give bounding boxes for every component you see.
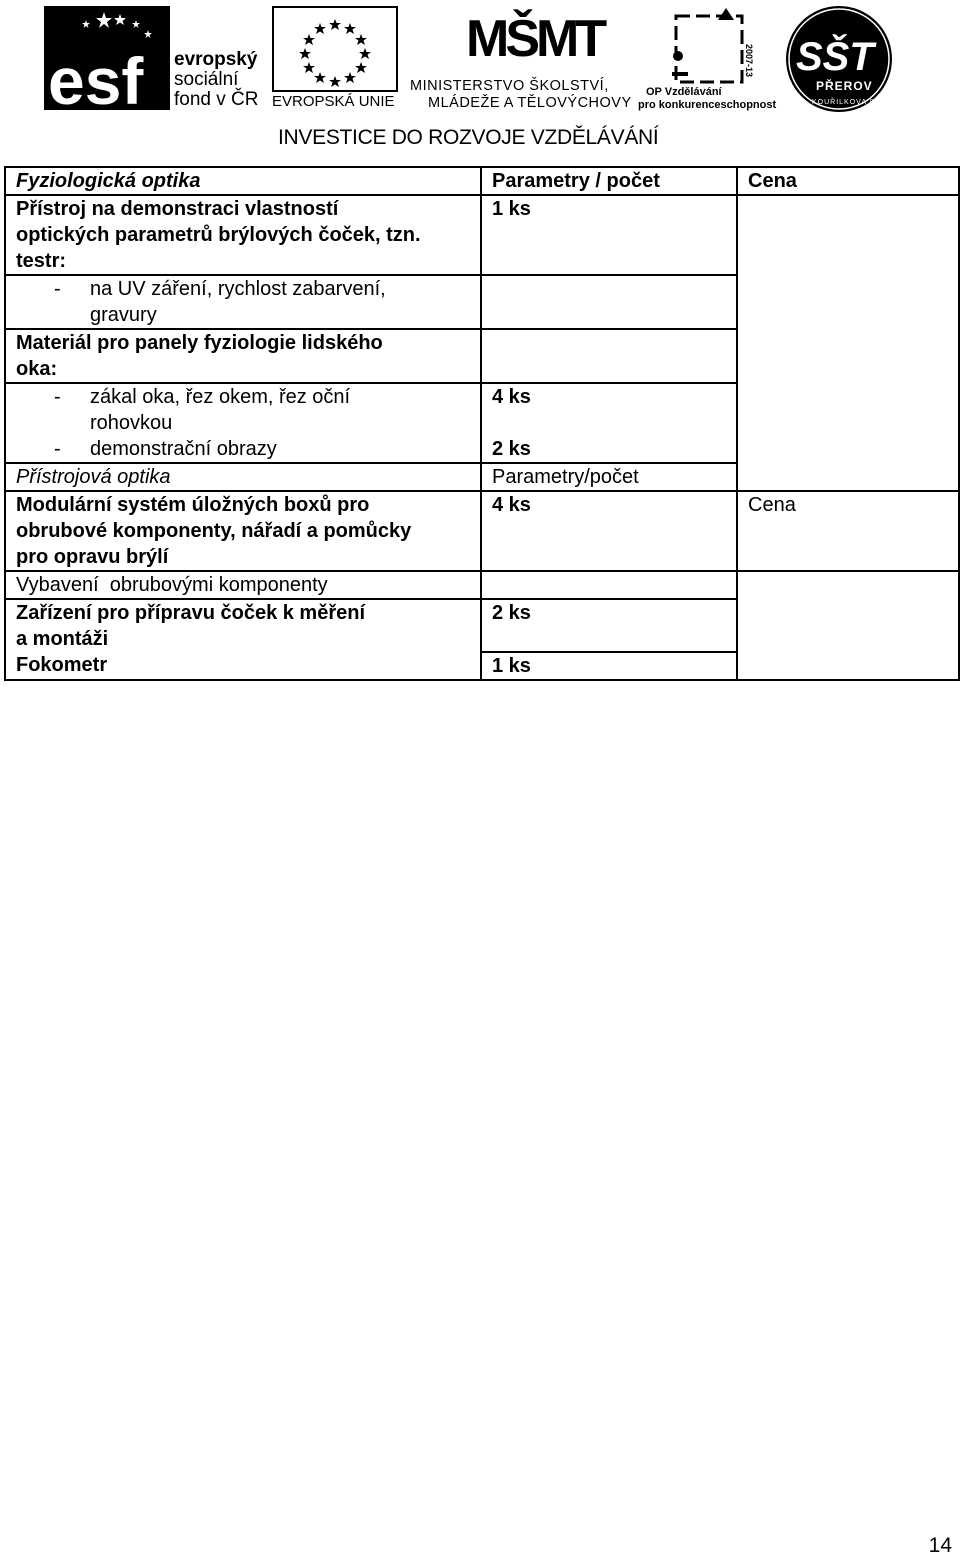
item-description bbox=[5, 275, 481, 329]
msmt-line2: MLÁDEŽE A TĚLOVÝCHOVY bbox=[428, 95, 632, 111]
item-line: testr: bbox=[16, 250, 67, 272]
item-subline bbox=[16, 384, 472, 436]
item-price bbox=[737, 195, 959, 491]
op-line2: pro konkurenceschopnost bbox=[638, 99, 777, 111]
item-line: na UV záření, rychlost zabarvení, bbox=[90, 278, 386, 300]
item-quantity bbox=[481, 329, 737, 383]
item-quantity: 4 ks bbox=[481, 491, 737, 571]
column-header-price: Cena bbox=[737, 167, 959, 195]
op-vzdelavani-logo bbox=[638, 4, 778, 112]
item-subline bbox=[16, 436, 472, 462]
eu-logo bbox=[272, 6, 400, 110]
msmt-mark: MŠMT bbox=[466, 10, 604, 68]
item-line: obrubové komponenty, nářadí a pomůcky bbox=[16, 520, 412, 542]
page-number: 14 bbox=[928, 1534, 952, 1557]
table-row bbox=[5, 571, 959, 599]
eu-label: EVROPSKÁ UNIE bbox=[272, 93, 395, 110]
header-logos bbox=[0, 0, 960, 160]
item-quantity bbox=[481, 571, 737, 599]
item-subline bbox=[16, 276, 472, 328]
msmt-line1: MINISTERSTVO ŠKOLSTVÍ, bbox=[410, 78, 609, 94]
item-quantity: 4 ks bbox=[481, 383, 737, 436]
esf-line3: fond v ČR bbox=[174, 89, 259, 110]
item-description: Fokometr bbox=[5, 652, 481, 680]
item-line: a montáži bbox=[16, 628, 109, 650]
item-line: Přístroj na demonstraci vlastností bbox=[16, 198, 339, 220]
eu-flag-icon bbox=[272, 6, 398, 92]
item-quantity bbox=[481, 275, 737, 329]
item-line: Materiál pro panely fyziologie lidského bbox=[16, 332, 383, 354]
item-line: pro opravu brýlí bbox=[16, 546, 169, 568]
item-line: Modulární systém úložných boxů pro bbox=[16, 494, 370, 516]
item-line: Zařízení pro přípravu čoček k měření bbox=[16, 602, 366, 624]
op-emblem-icon bbox=[668, 4, 758, 88]
bullet-dash: - bbox=[54, 278, 61, 300]
section-title: Přístrojová optika bbox=[5, 463, 481, 491]
column-header-price: Cena bbox=[737, 491, 959, 571]
item-description bbox=[5, 599, 481, 652]
sst-seal-icon bbox=[784, 4, 894, 114]
esf-logo bbox=[44, 6, 274, 110]
item-line: rohovkou bbox=[90, 412, 173, 434]
item-quantity: 1 ks bbox=[481, 652, 737, 680]
item-description bbox=[5, 383, 481, 436]
equipment-table bbox=[4, 166, 960, 681]
item-price bbox=[737, 571, 959, 680]
table-row bbox=[5, 195, 959, 275]
op-line1: OP Vzdělávání bbox=[646, 86, 722, 98]
esf-line2: sociální bbox=[174, 69, 239, 90]
esf-line1: evropský bbox=[174, 49, 258, 70]
item-description: Vybavení obrubovými komponenty bbox=[5, 571, 481, 599]
item-description bbox=[5, 195, 481, 275]
item-description bbox=[5, 329, 481, 383]
item-quantity: 2 ks bbox=[481, 599, 737, 652]
item-description bbox=[5, 491, 481, 571]
sst-logo bbox=[784, 4, 894, 114]
item-line: zákal oka, řez okem, řez oční bbox=[90, 386, 351, 408]
column-header-parameters: Parametry / počet bbox=[481, 167, 737, 195]
sst-street: KOUŘILKOVA 8 bbox=[812, 99, 875, 106]
item-quantity: 2 ks bbox=[481, 436, 737, 463]
op-years: 2007-13 bbox=[744, 44, 754, 78]
item-description bbox=[5, 436, 481, 463]
item-line: gravury bbox=[90, 304, 157, 326]
item-line: optických parametrů brýlových čoček, tzn. bbox=[16, 224, 421, 246]
sst-mark: SŠT bbox=[796, 35, 874, 79]
item-quantity: 1 ks bbox=[481, 195, 737, 275]
table-row bbox=[5, 491, 959, 571]
tagline: INVESTICE DO ROZVOJE VZDĚLÁVÁNÍ bbox=[278, 126, 659, 149]
msmt-logo bbox=[410, 4, 636, 112]
section-title: Fyziologická optika bbox=[5, 167, 481, 195]
item-line: oka: bbox=[16, 358, 58, 380]
item-line: demonstrační obrazy bbox=[90, 438, 277, 460]
esf-mark-icon bbox=[44, 6, 170, 110]
bullet-dash: - bbox=[54, 386, 61, 408]
section-header-row bbox=[5, 167, 959, 195]
bullet-dash: - bbox=[54, 438, 61, 460]
esf-mark: esf bbox=[48, 44, 144, 110]
sst-city: PŘEROV bbox=[816, 79, 873, 93]
column-header-parameters: Parametry/počet bbox=[481, 463, 737, 491]
